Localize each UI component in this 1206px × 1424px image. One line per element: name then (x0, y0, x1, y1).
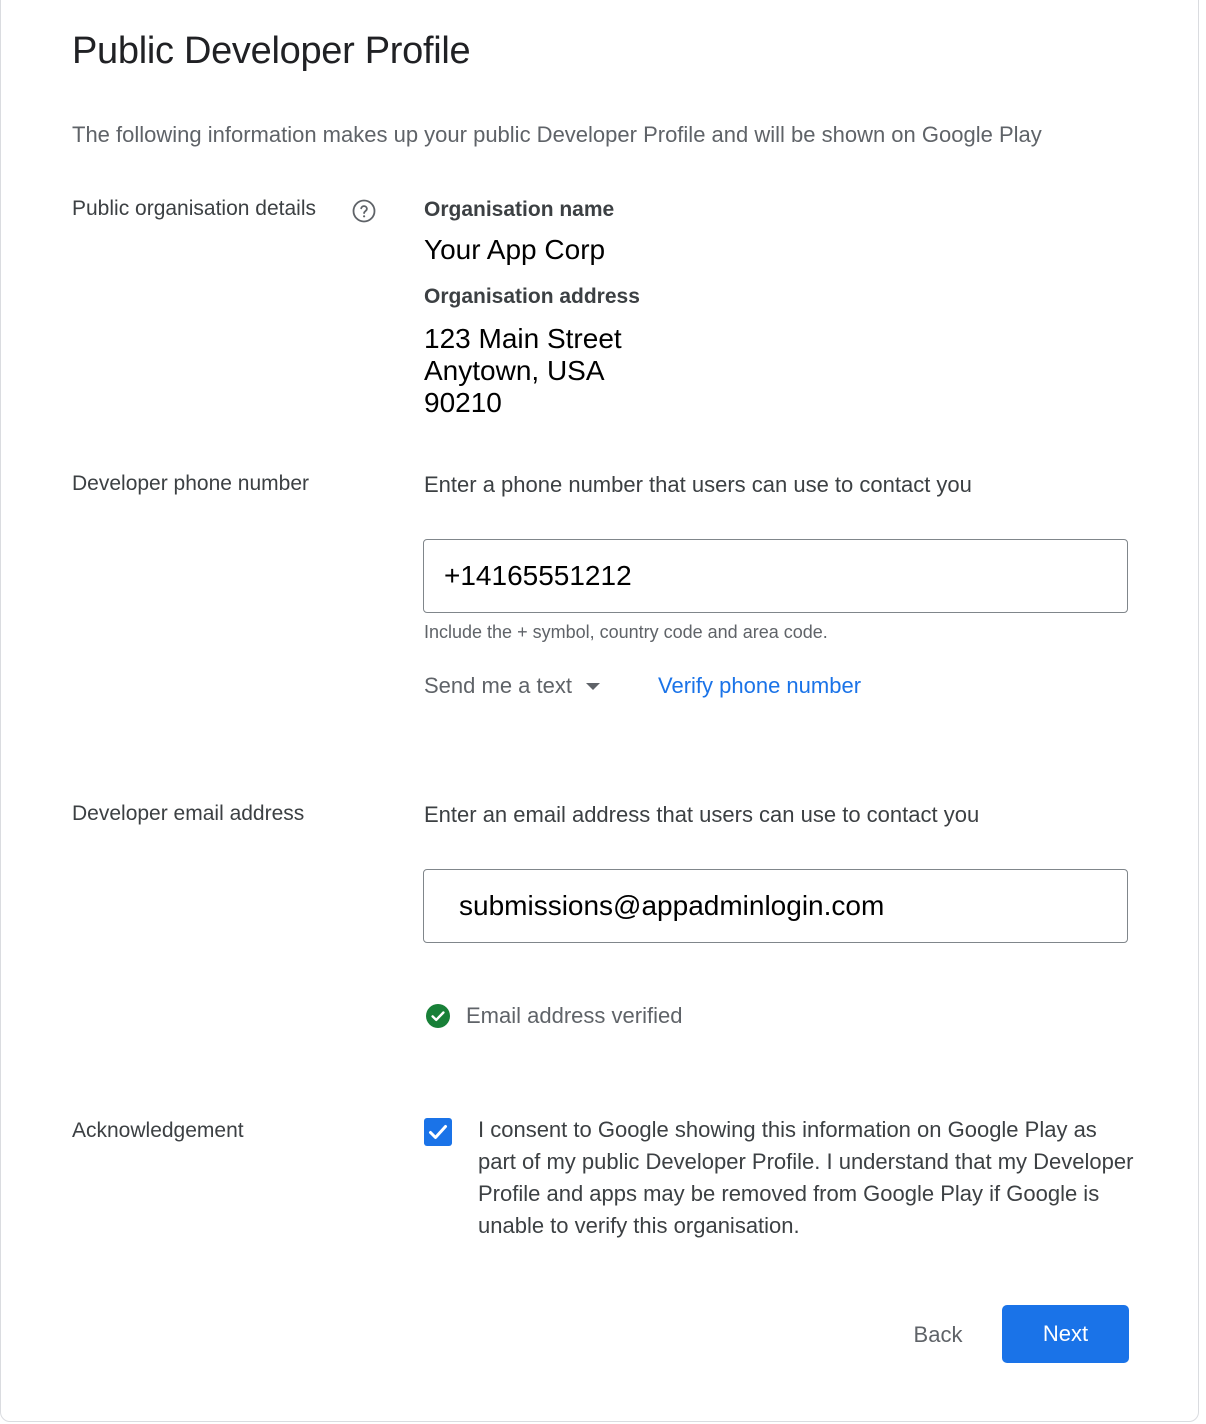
email-prompt: Enter an email address that users can use to contact you (424, 802, 980, 827)
verification-method-label: Send me a text (424, 673, 572, 698)
next-button[interactable]: Next (1002, 1305, 1129, 1363)
chevron-down-icon (586, 683, 600, 690)
check-circle-icon (426, 1004, 450, 1028)
page-title: Public Developer Profile (72, 30, 471, 72)
consent-text: I consent to Google showing this information on Google Play as part of my public Developer Profile. I understand that my Developer Profile and apps may be removed from Google Play if Google is unable to verify this organisation. (478, 1117, 1134, 1238)
acknowledgement-label: Acknowledgement (72, 1119, 244, 1142)
email-input[interactable] (423, 869, 1128, 943)
organisation-name-value: Your App Corp (424, 234, 606, 265)
back-button[interactable]: Back (913, 1322, 963, 1347)
email-label: Developer email address (72, 802, 305, 825)
email-verified-status: Email address verified (466, 1003, 683, 1028)
phone-label: Developer phone number (72, 472, 309, 495)
page-subtitle: The following information makes up your public Developer Profile and will be shown on Google Play (72, 122, 1042, 147)
address-line-2: Anytown, USA (424, 355, 605, 386)
phone-input[interactable] (423, 539, 1128, 613)
address-line-1: 123 Main Street (424, 323, 622, 354)
consent-checkbox[interactable] (424, 1118, 452, 1146)
phone-hint: Include the + symbol, country code and area code. (424, 622, 828, 642)
address-line-3: 90210 (424, 387, 502, 418)
verification-method-dropdown[interactable] (424, 673, 600, 699)
organisation-name-heading: Organisation name (424, 198, 615, 221)
help-circle-icon[interactable] (352, 199, 376, 223)
phone-prompt: Enter a phone number that users can use to contact you (424, 472, 972, 497)
verify-phone-link[interactable]: Verify phone number (658, 673, 862, 698)
checkmark-icon (424, 1118, 452, 1146)
organisation-details-label: Public organisation details (72, 197, 316, 220)
organisation-address-heading: Organisation address (424, 285, 640, 308)
